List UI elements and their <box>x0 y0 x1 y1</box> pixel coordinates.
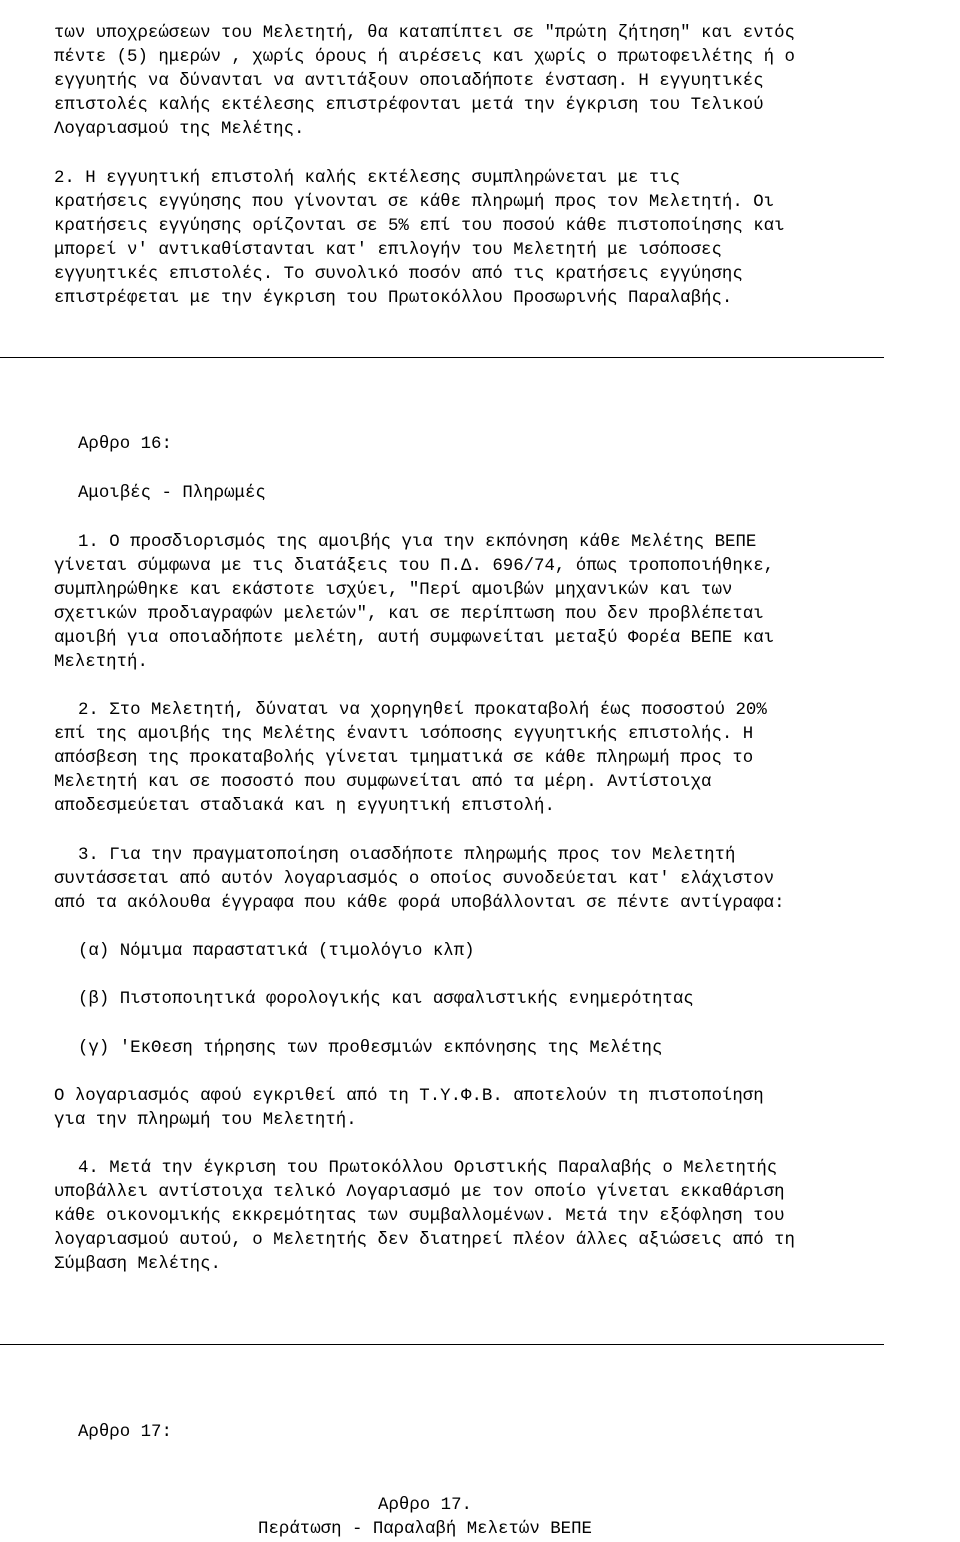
paragraph-2-line: κρατήσεις εγγύησης ορίζονται σε 5% επί του ποσού κάθε πιστοποίησης και <box>54 217 785 236</box>
paragraph-2-line: επιστρέφεται με την έγκριση του Πρωτοκόλλου Προσωρινής Παραλαβής. <box>54 289 733 308</box>
article-16-p1-line: γίνεται σύμφωνα με τις διατάξεις του Π.Δ. 696/74, όπως τροποποιήθηκε, <box>54 557 775 576</box>
list-item: (α) Νόμιμα παραστατικά (τιμολόγιο κλπ) <box>78 942 475 961</box>
article-16-p2-line: επί της αμοιβής της Μελέτης έναντι ισόποσης εγγυητικής επιστολής. Η <box>54 725 754 744</box>
article-16-subtitle: Αμοιβές - Πληρωμές <box>78 484 266 503</box>
article-16-p3-line: 3. Για την πραγματοποίηση οιασδήποτε πληρωμής προς τον Μελετητή <box>78 846 736 865</box>
body-text-line: εγγυητής να δύνανται να αντιτάξουν οποιαδήποτε ένσταση. Η εγγυητικές <box>54 72 764 91</box>
article-16-p4-line: κάθε οικονομικής εκκρεμότητας των συμβαλλομένων. Μετά την εξόφληση του <box>54 1207 785 1226</box>
body-text-line: των υποχρεώσεων του Μελετητή, θα καταπίπτει σε "πρώτη ζήτηση" και εντός <box>54 24 795 43</box>
article-16-p2-line: απόσβεση της προκαταβολής γίνεται τμηματικά σε κάθε πληρωμή προς το <box>54 749 754 768</box>
article-16-p4-line: 4. Μετά την έγκριση του Πρωτοκόλλου Οριστικής Παραλαβής ο Μελετητής <box>78 1159 778 1178</box>
list-item: (γ) 'ΕκΘεση τήρησης των προθεσμιών εκπόνησης της Μελέτης <box>78 1039 663 1058</box>
paragraph-2-line: 2. Η εγγυητική επιστολή καλής εκτέλεσης συμπληρώνεται με τις <box>54 169 681 188</box>
article-16-p3b-line: Ο λογαριασμός αφού εγκριθεί από τη Τ.Υ.Φ.Β. αποτελούν τη πιστοποίηση <box>54 1087 764 1106</box>
body-text-line: επιστολές καλής εκτέλεσης επιστρέφονται μετά την έγκριση του Τελικού <box>54 96 764 115</box>
article-17-heading: Αρθρο 17: <box>78 1423 172 1442</box>
article-16-p1-line: 1. Ο προσδιορισμός της αμοιβής για την εκπόνηση κάθε Μελέτης ΒΕΠΕ <box>78 533 757 552</box>
article-17-subtitle: Περάτωση - Παραλαβή Μελετών ΒΕΠΕ <box>258 1520 592 1539</box>
article-16-p2-line: αποδεσμεύεται σταδιακά και η εγγυητική επιστολή. <box>54 797 555 816</box>
article-16-p2-line: 2. Στο Μελετητή, δύναται να χορηγηθεί προκαταβολή έως ποσοστού 20% <box>78 701 767 720</box>
section-divider <box>0 1344 884 1345</box>
article-16-p3-line: από τα ακόλουθα έγγραφα που κάθε φορά υποβάλλονται σε πέντε αντίγραφα: <box>54 894 785 913</box>
article-16-p1-line: σχετικών προδιαγραφών μελετών", και σε περίπτωση που δεν προβλέπεται <box>54 605 764 624</box>
article-17-title: Αρθρο 17. <box>378 1496 472 1515</box>
article-16-p4-line: Σύμβαση Μελέτης. <box>54 1255 221 1274</box>
paragraph-2-line: εγγυητικές επιστολές. Το συνολικό ποσόν από τις κρατήσεις εγγύησης <box>54 265 743 284</box>
article-16-p2-line: Μελετητή και σε ποσοστό που συμφωνείται από τα μέρη. Αντίστοιχα <box>54 773 712 792</box>
article-16-p1-line: συμπληρώθηκε και εκάστοτε ισχύει, "Περί αμοιβών μηχανικών και των <box>54 581 733 600</box>
body-text-line: Λογαριασμού της Μελέτης. <box>54 120 305 139</box>
paragraph-2-line: μπορεί ν' αντικαθίστανται κατ' επιλογήν του Μελετητή με ισόποσες <box>54 241 722 260</box>
paragraph-2-line: κρατήσεις εγγύησης που γίνονται σε κάθε πληρωμή προς τον Μελετητή. Οι <box>54 193 775 212</box>
body-text-line: πέντε (5) ημερών , χωρίς όρους ή αιρέσεις και χωρίς ο πρωτοφειλέτης ή ο <box>54 48 795 67</box>
article-16-p3b-line: για την πληρωμή του Μελετητή. <box>54 1111 357 1130</box>
list-item: (β) Πιστοποιητικά φορολογικής και ασφαλιστικής ενημερότητας <box>78 990 694 1009</box>
article-16-p4-line: λογαριασμού αυτού, ο Μελετητής δεν διατηρεί πλέον άλλες αξιώσεις από τη <box>54 1231 795 1250</box>
article-16-p4-line: υποβάλλει αντίστοιχα τελικό Λογαριασμό με τον οποίο γίνεται εκκαθάριση <box>54 1183 785 1202</box>
article-16-p1-line: αμοιβή για οποιαδήποτε μελέτη, αυτή συμφωνείται μεταξύ Φορέα ΒΕΠΕ και <box>54 629 775 648</box>
article-16-heading: Αρθρο 16: <box>78 435 172 454</box>
article-16-p1-line: Μελετητή. <box>54 653 148 672</box>
section-divider <box>0 357 884 358</box>
article-16-p3-line: συντάσσεται από αυτόν λογαριασμός ο οποίος συνοδεύεται κατ' ελάχιστον <box>54 870 775 889</box>
